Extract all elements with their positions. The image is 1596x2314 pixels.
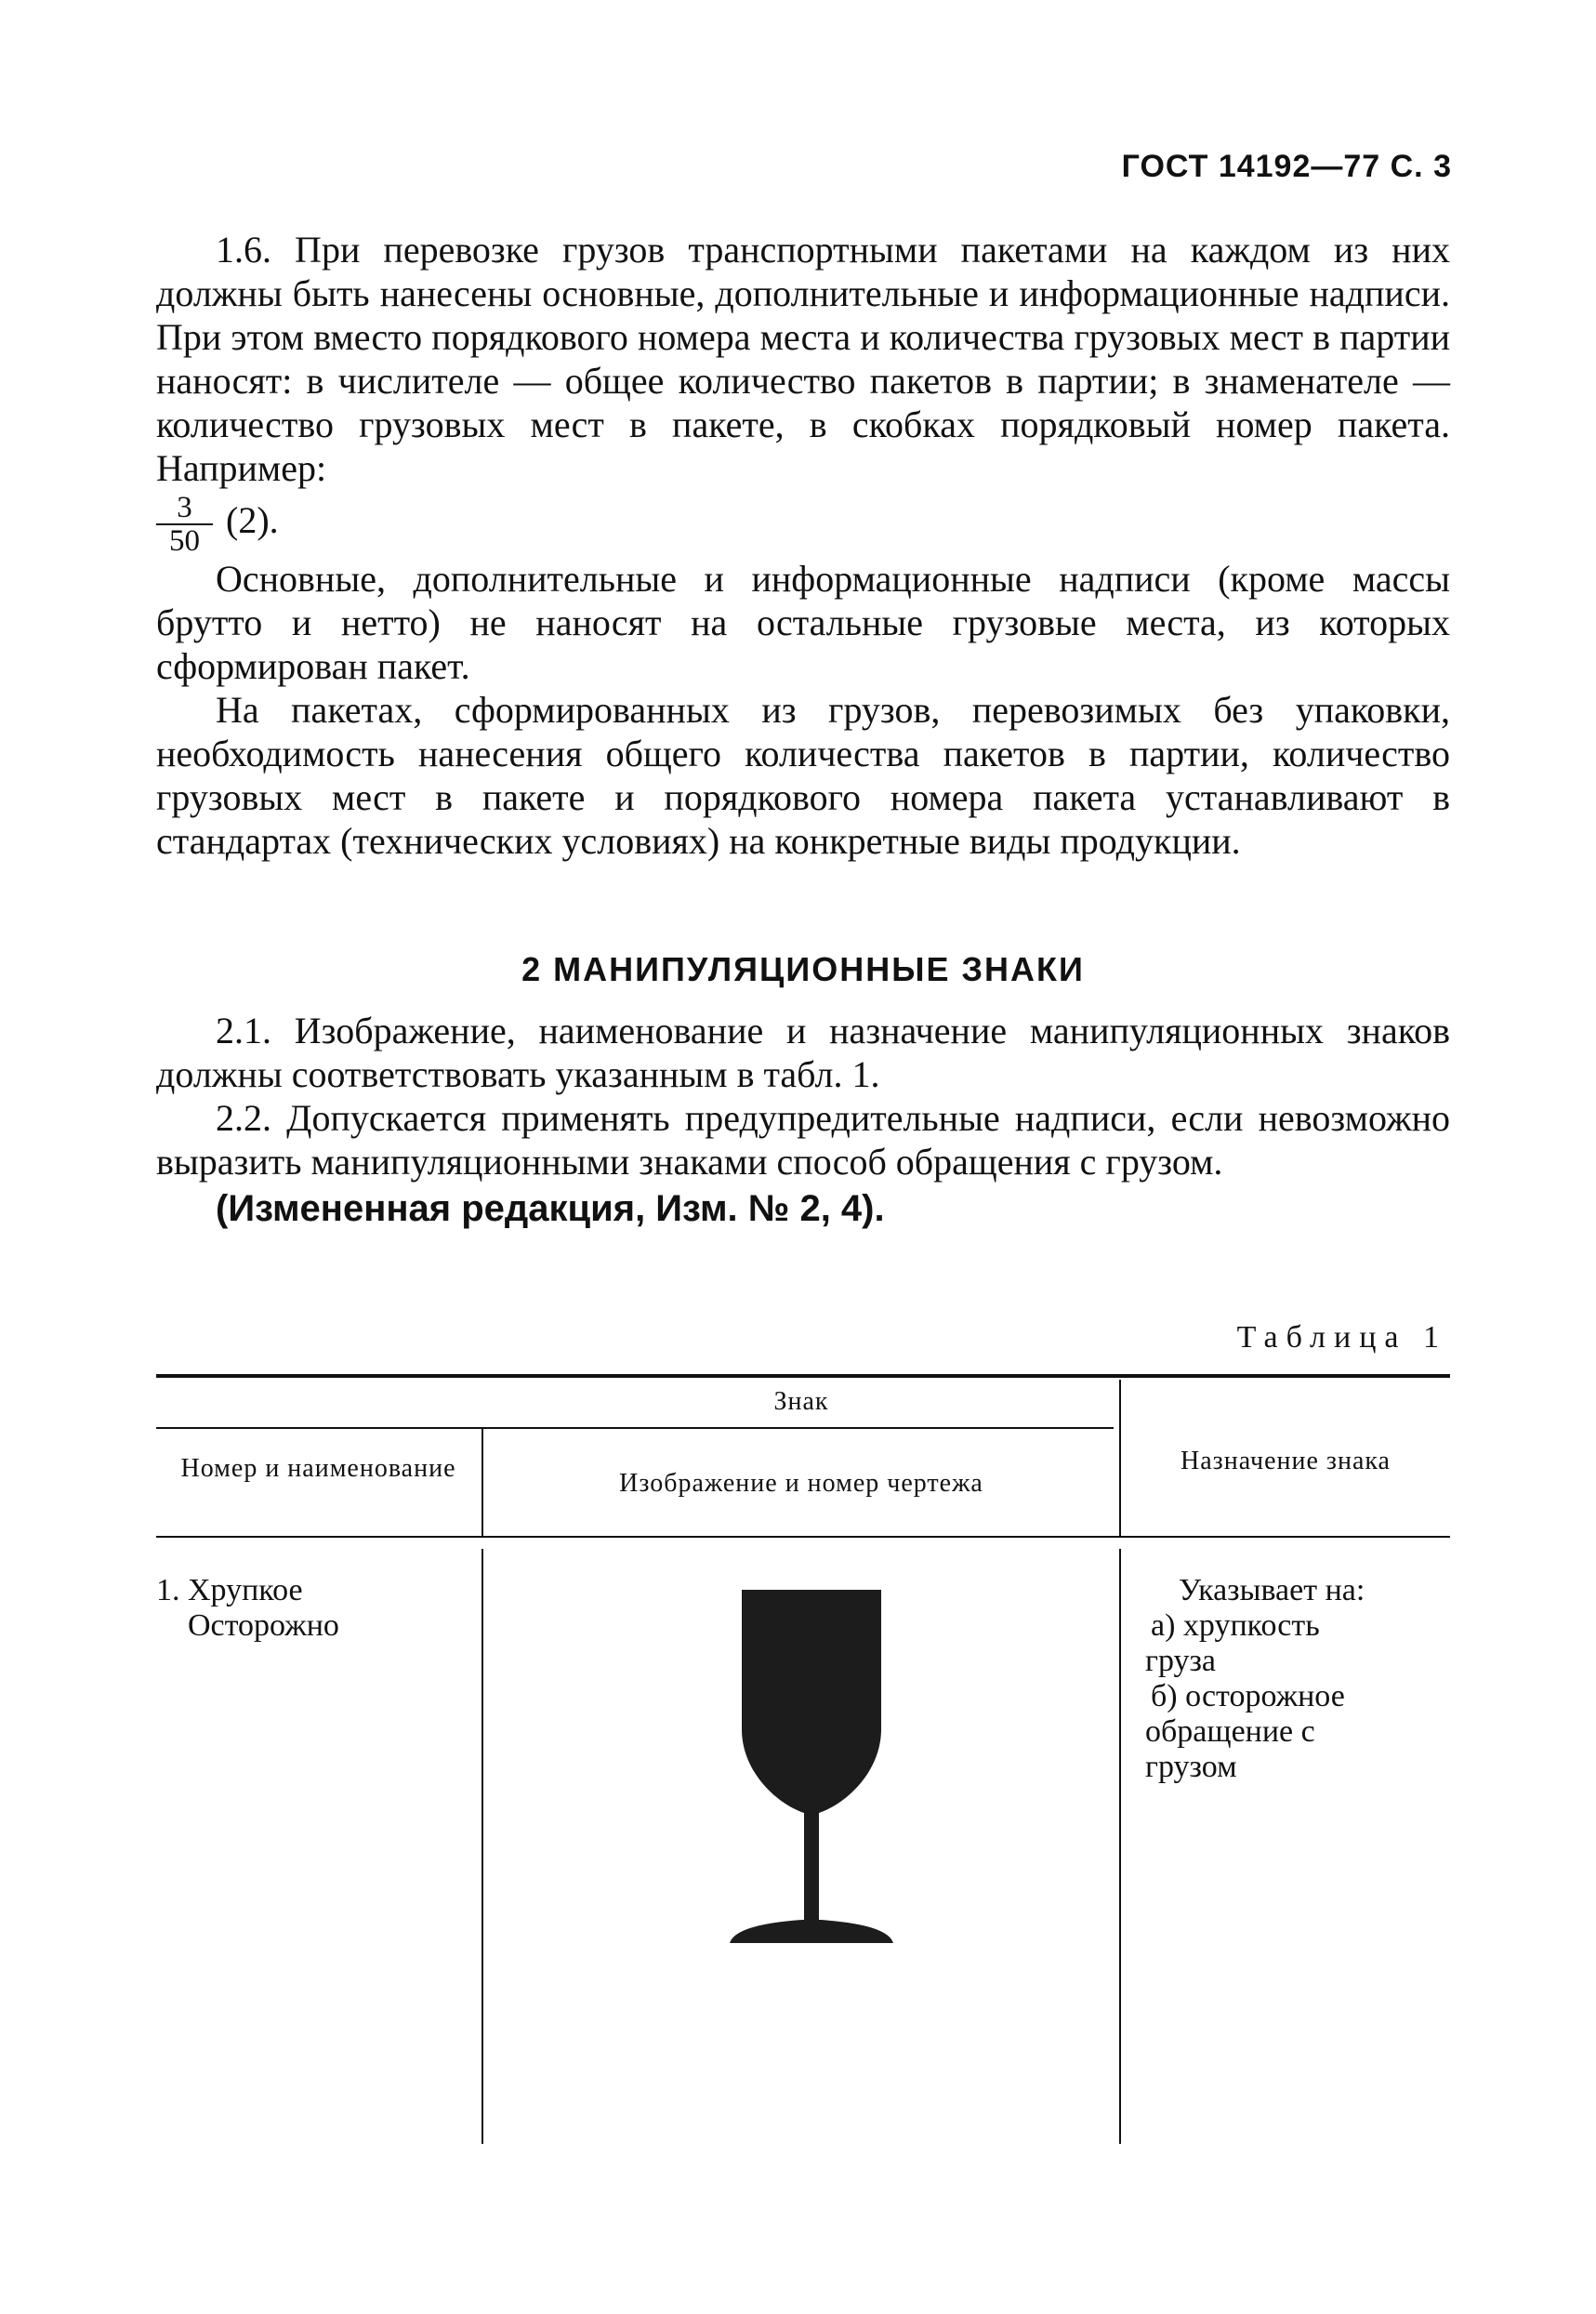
purpose-line: обращение с [1145,1714,1315,1749]
section-2-title: 2 МАНИПУЛЯЦИОННЫЕ ЗНАКИ [521,950,1085,988]
header-purpose: Назначение знака [1181,1447,1391,1475]
purpose-line: б) осторожное [1151,1679,1345,1713]
body-divider-2 [1119,1549,1121,2144]
section-2-text [156,1009,1450,1231]
purpose-line: грузом [1145,1750,1237,1784]
paragraph-basic-inscriptions: Основные, дополнительные и информационные надписи (кроме массы брутто и нетто) не наносят на остальные грузовые места, из которых сформирован пакет. [156,558,1450,687]
purpose-line: а) хрупкость [1151,1608,1320,1643]
section-1-text [156,228,1450,863]
example-fraction [156,492,213,557]
page-header: ГОСТ 14192—77 С. 3 [1121,149,1452,184]
table-top-rule [156,1374,1450,1378]
row-1-name-line-2: Осторожно [188,1608,339,1643]
row-1-name [156,1573,472,1644]
header-number-name: Номер и наименование [180,1454,456,1483]
example-suffix: (2). [226,499,279,542]
fragile-glass-icon [728,1590,895,1948]
table-caption: Таблица 1 [1236,1320,1447,1355]
row-1-purpose [1145,1573,1443,1785]
purpose-line: Указывает на: [1179,1573,1365,1607]
purpose-line: груза [1145,1644,1217,1678]
header-image: Изображение и номер чертежа [619,1469,983,1498]
example-line [156,492,1450,557]
table-group-rule [156,1427,1114,1429]
body-divider-1 [481,1549,483,2144]
header-sign: Знак [773,1387,829,1416]
paragraph-1-6: 1.6. При перевозке грузов транспортными пакетами на каждом из них должны быть нанесены основные, дополнительные и информационные надписи. При этом вместо порядкового номера места и количества грузовых мест в партии наносят: в числителе — общее количество пакетов в партии; в знаменателе — количество грузовых мест в пакете, в скобках порядковый номер пакета. Например: [156,229,1450,489]
fraction-denominator: 50 [156,523,213,557]
paragraph-2-1: 2.1. Изображение, наименование и назначение манипуляционных знаков должны соответствовать указанным в табл. 1. [156,1010,1450,1095]
fraction-numerator: 3 [177,491,192,524]
amendment-note: (Измененная редакция, Изм. № 2, 4). [216,1188,885,1229]
paragraph-packages: На пакетах, сформированных из грузов, перевозимых без упаковки, необходимость нанесения общего количества пакетов в партии, количество грузовых мест в пакете и порядкового номера пакета устанавливают в стандартах (технических условиях) на конкретные виды продукции. [156,689,1450,862]
row-1-name-line-1: 1. Хрупкое [156,1573,303,1607]
paragraph-2-2: 2.2. Допускается применять предупредительные надписи, если невозможно выразить манипуляционными знаками способ обращения с грузом. [156,1097,1450,1183]
table-header-rule [156,1536,1450,1538]
